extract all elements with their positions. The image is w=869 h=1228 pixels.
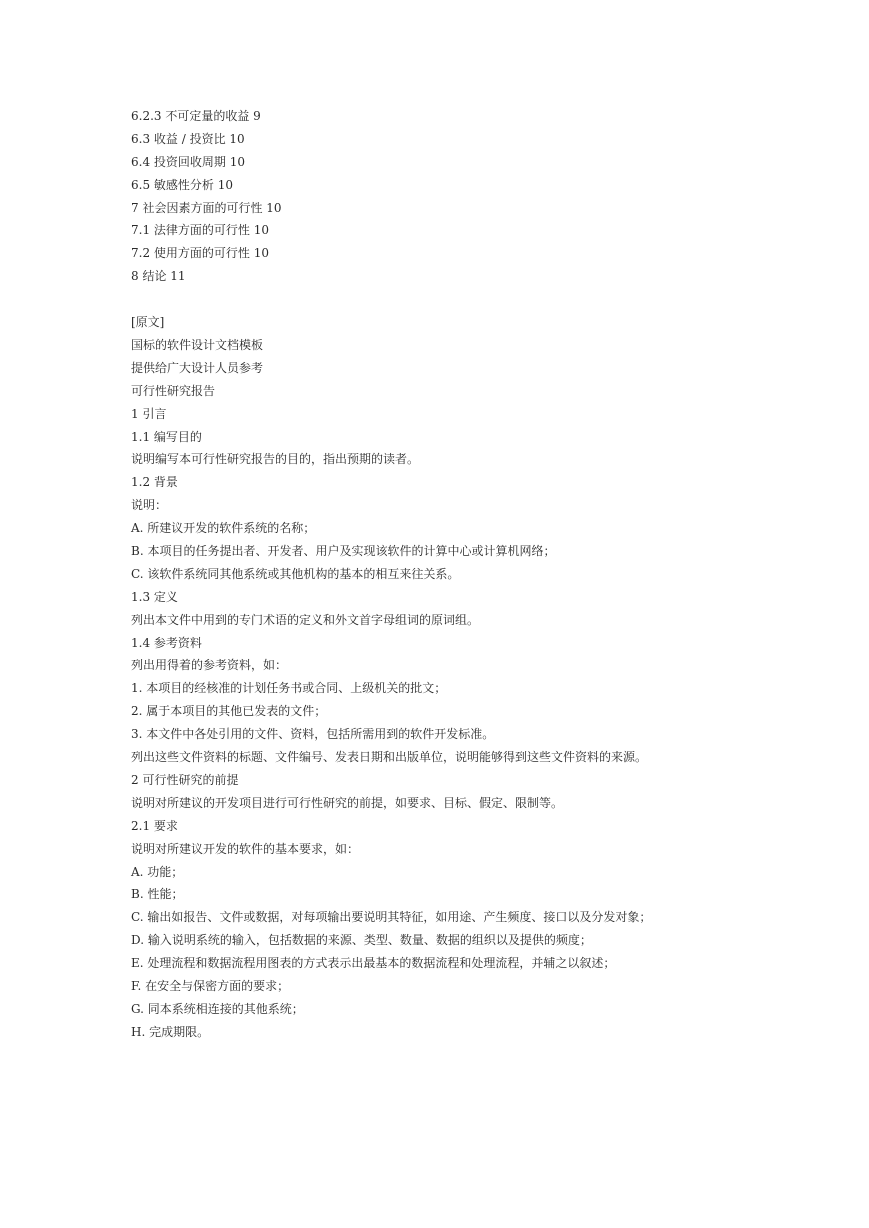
paragraph: 列出用得着的参考资料，如： — [131, 658, 288, 673]
list-item: B. 性能； — [131, 887, 184, 902]
section-heading: 1 引言 — [131, 406, 167, 421]
report-title: 可行性研究报告 — [131, 383, 216, 398]
paragraph: 列出这些文件资料的标题、文件编号、发表日期和出版单位，说明能够得到这些文件资料的来源。 — [131, 750, 648, 765]
list-item: 1. 本项目的经核准的计划任务书或合同、上级机关的批文； — [131, 681, 447, 696]
subsection-heading: 1.1 编写目的 — [131, 429, 202, 444]
list-item: A. 功能； — [131, 864, 184, 879]
document-title: 国标的软件设计文档模板 — [131, 338, 264, 353]
subsection-heading: 1.3 定义 — [131, 589, 178, 604]
document-body — [131, 311, 851, 1044]
subsection-heading: 2.1 要求 — [131, 818, 178, 833]
list-item: A. 所建议开发的软件系统的名称； — [131, 521, 316, 536]
table-of-contents — [131, 105, 851, 288]
toc-entry: 6.3 收益 / 投资比 10 — [131, 131, 245, 146]
toc-entry: 6.5 敏感性分析 10 — [131, 177, 233, 192]
source-marker: [原文] — [131, 315, 165, 330]
list-item: H. 完成期限。 — [131, 1024, 210, 1039]
toc-entry: 6.4 投资回收周期 10 — [131, 154, 245, 169]
paragraph: 说明对所建议开发的软件的基本要求，如： — [131, 841, 360, 856]
list-item: C. 该软件系统同其他系统或其他机构的基本的相互来往关系。 — [131, 566, 460, 581]
list-item: 3. 本文件中各处引用的文件、资料，包括所需用到的软件开发标准。 — [131, 727, 495, 742]
list-item: E. 处理流程和数据流程用图表的方式表示出最基本的数据流程和处理流程，并辅之以叙述； — [131, 956, 616, 971]
paragraph: 说明： — [131, 498, 168, 513]
list-item: F. 在安全与保密方面的要求； — [131, 978, 290, 993]
section-heading: 2 可行性研究的前提 — [131, 772, 239, 787]
section-gap — [131, 288, 851, 311]
toc-entry: 8 结论 11 — [131, 269, 186, 284]
paragraph: 列出本文件中用到的专门术语的定义和外文首字母组词的原词组。 — [131, 612, 480, 627]
document-subtitle: 提供给广大设计人员参考 — [131, 360, 264, 375]
subsection-heading: 1.4 参考资料 — [131, 635, 202, 650]
toc-entry: 7.2 使用方面的可行性 10 — [131, 246, 269, 261]
document-page — [131, 105, 851, 1044]
list-item: 2. 属于本项目的其他已发表的文件； — [131, 704, 327, 719]
list-item: G. 同本系统相连接的其他系统； — [131, 1001, 304, 1016]
subsection-heading: 1.2 背景 — [131, 475, 178, 490]
list-item: B. 本项目的任务提出者、开发者、用户及实现该软件的计算中心或计算机网络； — [131, 544, 556, 559]
paragraph: 说明编写本可行性研究报告的目的，指出预期的读者。 — [131, 452, 420, 467]
paragraph: 说明对所建议的开发项目进行可行性研究的前提，如要求、目标、假定、限制等。 — [131, 795, 564, 810]
toc-entry: 6.2.3 不可定量的收益 9 — [131, 109, 261, 123]
toc-entry: 7.1 法律方面的可行性 10 — [131, 223, 269, 238]
list-item: C. 输出如报告、文件或数据，对每项输出要说明其特征，如用途、产生频度、接口以及分发对象； — [131, 910, 652, 925]
list-item: D. 输入说明系统的输入，包括数据的来源、类型、数量、数据的组织以及提供的频度； — [131, 933, 592, 948]
toc-entry: 7 社会因素方面的可行性 10 — [131, 200, 282, 215]
